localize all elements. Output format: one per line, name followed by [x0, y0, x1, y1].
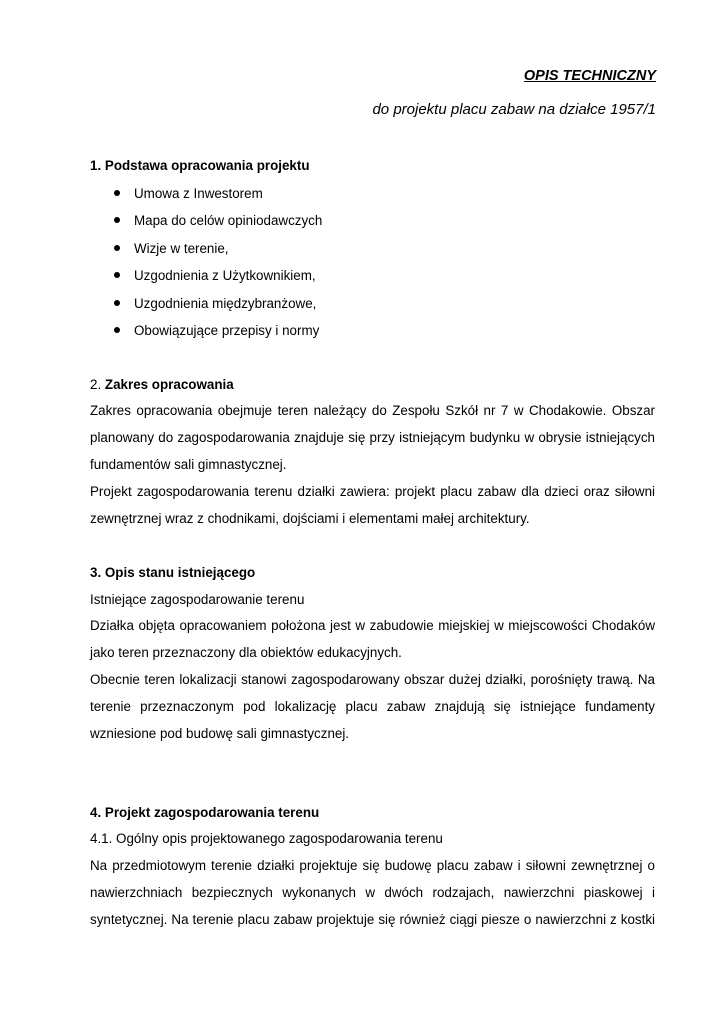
- list-item-text: Uzgodnienia międzybranżowe,: [134, 296, 317, 311]
- paragraph-line: syntetycznej. Na terenie placu zabaw projektuje się również ciągi piesze o nawierzchni z kostki: [90, 912, 655, 927]
- document-subtitle: do projektu placu zabaw na działce 1957/1: [372, 101, 656, 118]
- paragraph-line: planowany do zagospodarowania znajduje się przy istniejącym budynku w obrysie istniejących: [90, 430, 655, 445]
- list-item: [114, 268, 316, 283]
- paragraph-line: wzniesione pod budowę sali gimnastycznej.: [90, 726, 350, 741]
- bullet-icon: [114, 300, 120, 306]
- section-2-heading: [90, 377, 234, 392]
- paragraph-line: Działka objęta opracowaniem położona jest w zabudowie miejskiej w miejscowości Chodaków: [90, 618, 655, 633]
- list-item-text: Uzgodnienia z Użytkownikiem,: [134, 268, 316, 283]
- bullet-icon: [114, 217, 120, 223]
- paragraph-line: fundamentów sali gimnastycznej.: [90, 457, 287, 472]
- paragraph-line: Istniejące zagospodarowanie terenu: [90, 592, 305, 607]
- bullet-icon: [114, 272, 120, 278]
- section-3-heading: 3. Opis stanu istniejącego: [90, 565, 256, 580]
- paragraph-line: terenie przeznaczonym pod lokalizację placu zabaw znajdują się istniejące fundamenty: [90, 699, 655, 714]
- list-item: [114, 323, 319, 338]
- paragraph-line: Zakres opracowania obejmuje teren należący do Zespołu Szkół nr 7 w Chodakowie. Obszar: [90, 403, 655, 418]
- section-4-heading: 4. Projekt zagospodarowania terenu: [90, 805, 320, 820]
- subsection-heading: 4.1. Ogólny opis projektowanego zagospodarowania terenu: [90, 831, 443, 846]
- paragraph-line: zewnętrznej wraz z chodnikami, dojściami i elementami małej architektury.: [90, 511, 530, 526]
- list-item: [114, 213, 322, 228]
- list-item: [114, 241, 229, 256]
- section-2-title: Zakres opracowania: [104, 377, 234, 392]
- list-item: [114, 296, 316, 311]
- list-item-text: Umowa z Inwestorem: [134, 186, 263, 201]
- paragraph-line: Na przedmiotowym terenie działki projektuje się budowę placu zabaw i siłowni zewnętrznej o: [90, 858, 655, 873]
- paragraph-line: Obecnie teren lokalizacji stanowi zagospodarowany obszar dużej działki, porośnięty trawą. Na: [90, 672, 655, 687]
- paragraph-line: Projekt zagospodarowania terenu działki zawiera: projekt placu zabaw dla dzieci oraz siłowni: [90, 484, 655, 499]
- section-1-heading: 1. Podstawa opracowania projektu: [90, 158, 310, 173]
- bullet-icon: [114, 327, 120, 333]
- list-item: [114, 186, 263, 201]
- bullet-icon: [114, 245, 120, 251]
- paragraph-line: jako teren przeznaczony dla obiektów edukacyjnych.: [90, 645, 402, 660]
- list-item-text: Obowiązujące przepisy i normy: [134, 323, 320, 338]
- list-item-text: Mapa do celów opiniodawczych: [134, 213, 323, 228]
- bullet-icon: [114, 190, 120, 196]
- document-title: OPIS TECHNICZNY: [523, 68, 656, 84]
- list-item-text: Wizje w terenie,: [134, 241, 229, 256]
- paragraph-line: nawierzchniach bezpiecznych wykonanych w dwóch rodzajach, nawierzchni piaskowej i: [90, 885, 655, 900]
- section-2-number: 2.: [90, 377, 102, 392]
